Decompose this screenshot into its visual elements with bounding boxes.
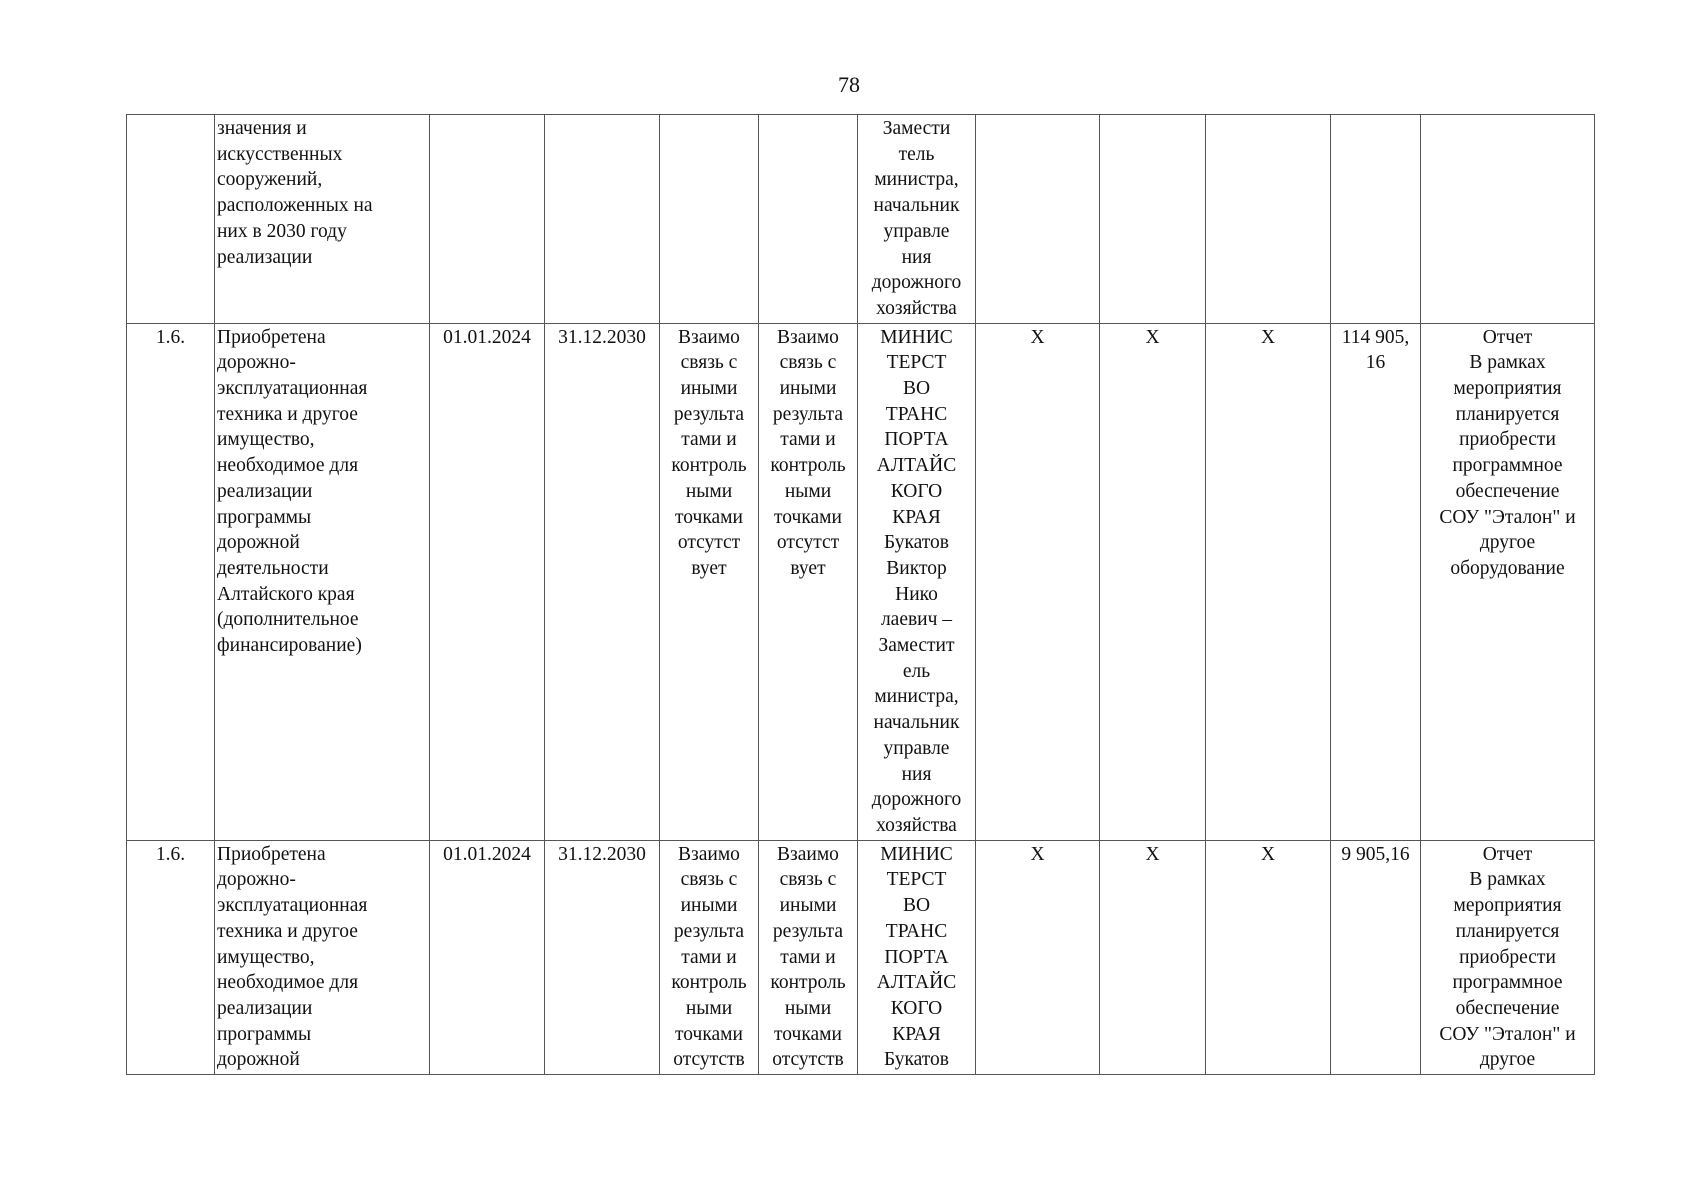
cell-responsible: МИНИС ТЕРСТ ВО ТРАНС ПОРТА АЛТАЙС КОГО КРАЯ Букатов [858, 840, 976, 1074]
cell-number: 1.6. [127, 840, 215, 1074]
cell-amount: 9 905,16 [1331, 840, 1421, 1074]
cell-link-results [660, 115, 759, 324]
cell-report: Отчет В рамках мероприятия планируется приобрести программное обеспечение СОУ "Эталон" и другое оборудование [1421, 323, 1595, 840]
cell-link-checkpoints: Взаимо связь с иными результа тами и контроль ными точками отсутств [759, 840, 858, 1074]
cell-start-date: 01.01.2024 [430, 323, 545, 840]
cell-name: Приобретена дорожно- эксплуатационная техника и другое имущество, необходимое для реализации программы дорожной [215, 840, 430, 1074]
table-row [127, 840, 1595, 1074]
cell-x2: Х [1100, 323, 1206, 840]
cell-number: 1.6. [127, 323, 215, 840]
cell-report: Отчет В рамках мероприятия планируется приобрести программное обеспечение СОУ "Эталон" и другое [1421, 840, 1595, 1074]
cell-amount [1331, 115, 1421, 324]
cell-name: значения и искусственных сооружений, расположенных на них в 2030 году реализации [215, 115, 430, 324]
table-row [127, 115, 1595, 324]
cell-x2 [1100, 115, 1206, 324]
cell-report [1421, 115, 1595, 324]
table-row [127, 323, 1595, 840]
cell-x3 [1206, 115, 1331, 324]
cell-end-date: 31.12.2030 [545, 323, 660, 840]
cell-start-date [430, 115, 545, 324]
cell-responsible: МИНИС ТЕРСТ ВО ТРАНС ПОРТА АЛТАЙС КОГО КРАЯ Букатов Виктор Нико лаевич – Заместит ель министра, начальник управле ния дорожного хозяйства [858, 323, 976, 840]
cell-end-date [545, 115, 660, 324]
results-table [126, 114, 1595, 1075]
cell-start-date: 01.01.2024 [430, 840, 545, 1074]
page-number: 78 [838, 72, 860, 97]
cell-name: Приобретена дорожно- эксплуатационная техника и другое имущество, необходимое для реализации программы дорожной деятельности Алтайского края (дополнительное финансирование) [215, 323, 430, 840]
cell-x1 [976, 115, 1100, 324]
cell-responsible: Замести тель министра, начальник управле ния дорожного хозяйства [858, 115, 976, 324]
cell-number [127, 115, 215, 324]
cell-amount: 114 905, 16 [1331, 323, 1421, 840]
cell-link-results: Взаимо связь с иными результа тами и контроль ными точками отсутст вует [660, 323, 759, 840]
cell-link-checkpoints [759, 115, 858, 324]
cell-x3: Х [1206, 840, 1331, 1074]
cell-x1: Х [976, 323, 1100, 840]
cell-x1: Х [976, 840, 1100, 1074]
cell-end-date: 31.12.2030 [545, 840, 660, 1074]
cell-link-checkpoints: Взаимо связь с иными результа тами и контроль ными точками отсутст вует [759, 323, 858, 840]
cell-link-results: Взаимо связь с иными результа тами и контроль ными точками отсутств [660, 840, 759, 1074]
cell-x2: Х [1100, 840, 1206, 1074]
cell-x3: Х [1206, 323, 1331, 840]
